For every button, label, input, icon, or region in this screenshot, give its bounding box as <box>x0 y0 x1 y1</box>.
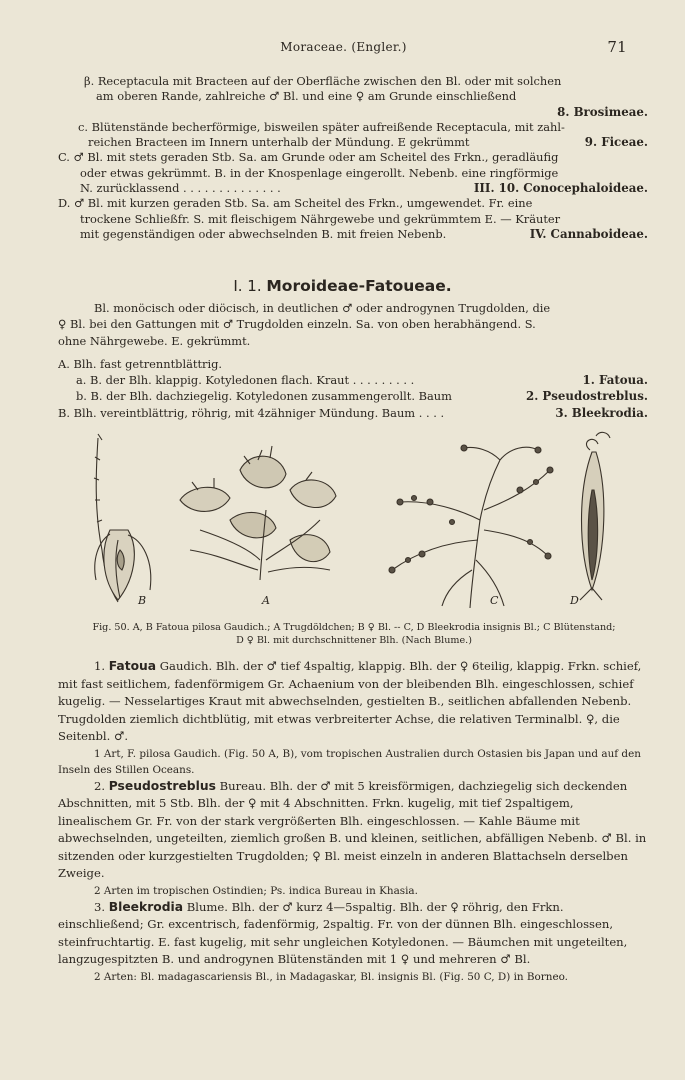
key-line <box>58 105 648 120</box>
genus-paragraph <box>58 899 650 969</box>
key-text: reichen Bracteen im Innern unterhalb der Mündung. E gekrümmt <box>88 135 470 150</box>
key-line <box>58 196 648 211</box>
botanical-illustration <box>80 430 640 620</box>
genus-text: Blume. Blh. der ♂ kurz 4—5spaltig. Blh. der ♀ röhrig, den Frkn. einschließend; Gr. excentrisch, fadenförmig, 2spaltig. Fr. von der dünnen Blh. eingeschlossen, steinfruchtartig. E. fast kugelig, mit sehr ungleichen Kotyledonen. — Bäumchen mit ungeteilten, langzugespitzten B. und androgynen Blütenständen mit 1 ♀ und mehreren ♂ Bl. <box>58 899 628 966</box>
key-line <box>58 356 648 372</box>
figure-label-b: B <box>138 594 147 607</box>
genus-note: 2 Arten: Bl. madagascariensis Bl., in Madagaskar, Bl. insignis Bl. (Fig. 50 C, D) in Borneo. <box>94 970 568 983</box>
intro-line: ohne Nährgewebe. E. gekrümmt. <box>58 333 251 348</box>
key-line <box>58 405 648 421</box>
figure-label-a: A <box>262 594 270 607</box>
key-line <box>58 120 648 135</box>
key-line <box>58 372 648 388</box>
figure-a-drawing <box>180 446 336 580</box>
genus-key <box>58 356 648 421</box>
key-line <box>58 212 648 227</box>
key-text: N. zurücklassend . . . . . . . . . . . . . . <box>80 181 281 196</box>
figure-label-c: C <box>490 594 499 607</box>
genus-text: Bureau. Blh. der ♂ mit 5 kreisförmigen, dachziegelig sich deckenden Abschnitten, mit 5 Stb. Blh. der ♀ mit 4 Abschnitten. Frkn. kugelig, mit tief 2spaltigem, linealischem Gr. Fr. von der stark vergrößerten Blh. eingeschlossen. — Kahle Bäume mit abwechselnden, ungeteilten, ziemlich großen B. und kleinen, seitlichen, abfälligen Nebenb. ♂ Bl. in sitzenden oder kurzgestielten Trugdolden; ♀ Bl. meist einzeln in anderen Blattachseln derselben Zweige. <box>58 778 647 880</box>
key-result: 3. Bleekrodia. <box>551 405 648 421</box>
caption-line: Fig. 50. A, B Fatoua pilosa Gaudich.; A Trugdöldchen; B ♀ Bl. -- C, D Bleekrodia insignis Bl.; C Blütenstand; <box>92 622 616 633</box>
figure-b-drawing <box>94 434 151 602</box>
key-line <box>58 388 648 404</box>
caption-line: D ♀ Bl. mit durchschnittener Blh. (Nach Blume.) <box>236 635 472 646</box>
key-result: III. 10. Conocephaloideae. <box>470 181 648 196</box>
section-intro <box>58 300 650 349</box>
figure-caption <box>58 621 650 647</box>
genus-paragraph <box>58 658 650 746</box>
figure-d-drawing <box>580 432 610 600</box>
genera-descriptions <box>58 658 650 985</box>
genus-number: 3. <box>94 899 106 914</box>
key-text: b. B. der Blh. dachziegelig. Kotyledonen zusammengerollt. Baum <box>76 389 452 404</box>
key-line <box>58 166 648 181</box>
key-text: A. Blh. fast getrenntblättrig. <box>58 357 223 371</box>
key-line <box>58 89 648 104</box>
key-line <box>58 135 648 150</box>
key-result: 2. Pseudostreblus. <box>522 388 648 404</box>
section-heading <box>0 277 685 295</box>
key-continuation <box>58 74 648 242</box>
key-text: a. B. der Blh. klappig. Kotyledonen flach. Kraut . . . . . . . . . <box>76 373 415 388</box>
key-result: IV. Cannaboideae. <box>526 227 648 242</box>
key-text: c. Blütenstände becherförmige, bisweilen später aufreißende Receptacula, mit zahl- <box>78 119 565 134</box>
key-line <box>58 74 648 89</box>
genus-note: 2 Arten im tropischen Ostindien; Ps. indica Bureau in Khasia. <box>94 884 418 897</box>
intro-line: ♀ Bl. bei den Gattungen mit ♂ Trugdolden einzeln. Sa. von oben herabhängend. S. <box>58 317 536 332</box>
genus-number: 2. <box>94 778 106 793</box>
header-title: Moraceae. (Engler.) <box>280 40 407 54</box>
genus-note: 1 Art, F. pilosa Gaudich. (Fig. 50 A, B), vom tropischen Australien durch Ostasien bis Japan und auf den Inseln des Stillen Oceans. <box>58 747 641 776</box>
genus-text: Gaudich. Blh. der ♂ tief 4spaltig, klappig. Blh. der ♀ 6teilig, klappig. Frkn. schief, mit fast seitlichem, fadenförmigem Gr. Achaenium von der bleibenden Blh. eingeschlossen, schief kugelig. — Nesselartiges Kraut mit abwechselnden, gestielten B., seitlichen abfallenden Nebenb. Trugdolden ziemlich dichtblütig, mit etwas verbreiterter Achse, die relativen Terminalbl. ♀, die Seitenbl. ♂. <box>58 659 642 743</box>
key-text: C. ♂ Bl. mit stets geraden Stb. Sa. am Grunde oder am Scheitel des Frkn., geradläufig <box>58 150 559 165</box>
genus-name: Fatoua <box>108 659 157 673</box>
key-text: β. Receptacula mit Bracteen auf der Oberfläche zwischen den Bl. oder mit solchen <box>84 74 562 88</box>
figure-c-drawing <box>389 445 553 608</box>
section-number: I. 1. <box>233 277 262 295</box>
genus-number: 1. <box>94 659 106 673</box>
key-text: am oberen Rande, zahlreiche ♂ Bl. und eine ♀ am Grunde einschließend <box>96 89 517 104</box>
running-header <box>60 40 627 60</box>
genus-name: Pseudostreblus <box>108 778 216 793</box>
key-text: D. ♂ Bl. mit kurzen geraden Stb. Sa. am Scheitel des Frkn., umgewendet. Fr. eine <box>58 196 533 211</box>
key-line <box>58 181 648 196</box>
key-result: 8. Brosimeae. <box>553 105 648 120</box>
intro-line: Bl. monöcisch oder diöcisch, in deutlichen ♂ oder androgynen Trugdolden, die <box>94 301 551 315</box>
genus-name: Bleekrodia <box>108 899 184 914</box>
key-text: trockene Schließfr. S. mit fleischigem Nährgewebe und gekrümmtem E. — Kräuter <box>80 211 561 226</box>
section-title: Moroideae-Fatoueae. <box>266 277 452 295</box>
key-line <box>58 227 648 242</box>
genus-paragraph <box>58 778 650 883</box>
figure-label-d: D <box>570 594 579 607</box>
key-result: 1. Fatoua. <box>579 372 648 388</box>
figure-50 <box>80 430 640 620</box>
key-text: mit gegenständigen oder abwechselnden B. mit freien Nebenb. <box>80 226 447 241</box>
key-text: oder etwas gekrümmt. B. in der Knospenlage eingerollt. Nebenb. eine ringförmige <box>80 165 559 180</box>
page-number: 71 <box>607 38 627 56</box>
key-line <box>58 150 648 165</box>
key-text: B. Blh. vereintblättrig, röhrig, mit 4zähniger Mündung. Baum . . . . <box>58 405 445 420</box>
key-result: 9. Ficeae. <box>581 135 648 150</box>
